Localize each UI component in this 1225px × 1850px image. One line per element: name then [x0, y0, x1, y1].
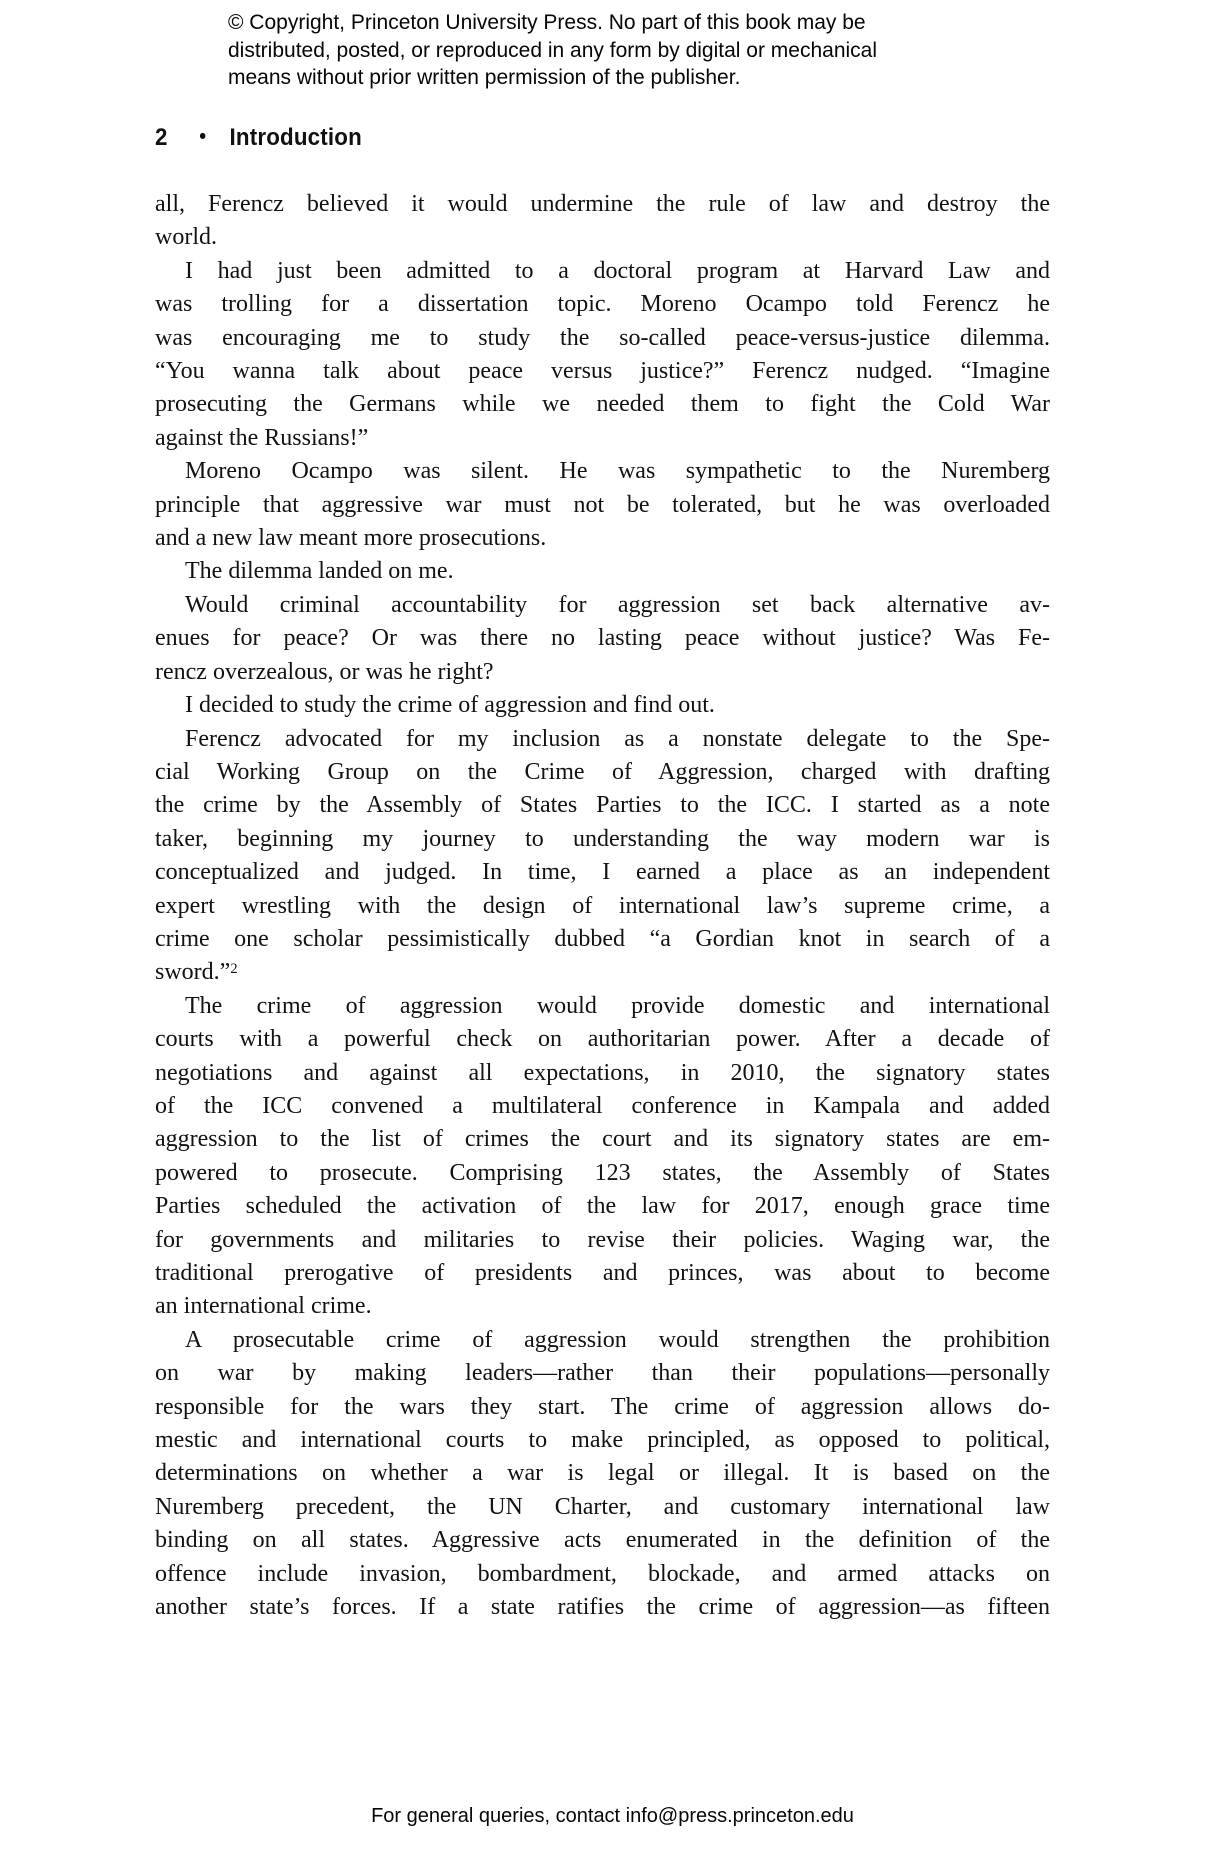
paragraph-line: on war by making leaders—rather than their populations—personally — [155, 1360, 1050, 1387]
paragraph-line: A prosecutable crime of aggression would strengthen the prohibition — [185, 1326, 1050, 1353]
paragraph-line: I decided to study the crime of aggression and find out. — [185, 692, 715, 719]
chapter-title: Introduction — [229, 124, 362, 151]
paragraph-line: determinations on whether a war is legal or illegal. It is based on the — [155, 1460, 1050, 1487]
paragraph-line: courts with a powerful check on authoritarian power. After a decade of — [155, 1026, 1050, 1053]
paragraph-line: Ferencz advocated for my inclusion as a nonstate delegate to the Spe- — [185, 725, 1050, 752]
paragraph-line: traditional prerogative of presidents and princes, was about to become — [155, 1260, 1050, 1286]
page-footer — [0, 1804, 1225, 1828]
running-head — [155, 124, 362, 152]
paragraph-line: Would criminal accountability for aggression set back alternative av- — [185, 591, 1050, 618]
paragraph-line: I had just been admitted to a doctoral program at Harvard Law and — [185, 257, 1050, 284]
paragraph-line: was trolling for a dissertation topic. Moreno Ocampo told Ferencz he — [155, 291, 1050, 318]
paragraph-line: offence include invasion, bombardment, blockade, and armed attacks on — [155, 1560, 1050, 1587]
footnote-reference: 2 — [230, 960, 238, 977]
paragraph-line: mestic and international courts to make principled, as opposed to political, — [155, 1427, 1050, 1454]
paragraph-line: Parties scheduled the activation of the law for 2017, enough grace time — [155, 1193, 1050, 1220]
paragraph-line: an international crime. — [155, 1293, 372, 1320]
copyright-notice — [228, 9, 877, 92]
bullet-separator-icon: • — [199, 125, 207, 148]
paragraph-line: aggression to the list of crimes the court and its signatory states are em- — [155, 1126, 1050, 1153]
paragraph-line: for governments and militaries to revise their policies. Waging war, the — [155, 1226, 1050, 1253]
paragraph-line: enues for peace? Or was there no lasting peace without justice? Was Fe- — [155, 625, 1050, 652]
paragraph-line: conceptualized and judged. In time, I earned a place as an independent — [155, 859, 1050, 886]
page-number: 2 — [155, 124, 168, 151]
paragraph-line: the crime by the Assembly of States Parties to the ICC. I started as a note — [155, 792, 1050, 819]
copyright-line-1: © Copyright, Princeton University Press. No part of this book may be — [228, 11, 866, 34]
copyright-line-3: means without prior written permission of the publisher. — [228, 66, 741, 89]
paragraph-line: responsible for the wars they start. The crime of aggression allows do- — [155, 1393, 1050, 1420]
paragraph-line: all, Ferencz believed it would undermine the rule of law and destroy the — [155, 191, 1050, 217]
paragraph-line: The dilemma landed on me. — [185, 558, 454, 585]
paragraph-line: principle that aggressive war must not be tolerated, but he was overloaded — [155, 491, 1050, 518]
paragraph-line: and a new law meant more prosecutions. — [155, 525, 547, 552]
paragraph-line: against the Russians!” — [155, 424, 369, 451]
paragraph-line: powered to prosecute. Comprising 123 states, the Assembly of States — [155, 1159, 1050, 1186]
paragraph-line: prosecuting the Germans while we needed them to fight the Cold War — [155, 391, 1050, 418]
paragraph-line: another state’s forces. If a state ratifies the crime of aggression—as fifteen — [155, 1594, 1050, 1621]
paragraph-line: crime one scholar pessimistically dubbed “a Gordian knot in search of a — [155, 925, 1050, 952]
paragraph-line: negotiations and against all expectations, in 2010, the signatory states — [155, 1059, 1050, 1086]
paragraph-line: world. — [155, 224, 217, 251]
paragraph-line: expert wrestling with the design of international law’s supreme crime, a — [155, 892, 1050, 919]
paragraph-line: was encouraging me to study the so-called peace-versus-justice dilemma. — [155, 324, 1050, 351]
footer-queries-text: For general queries, contact info@press.princeton.edu — [371, 1805, 854, 1827]
paragraph-line: binding on all states. Aggressive acts enumerated in the definition of the — [155, 1527, 1050, 1554]
paragraph-line: The crime of aggression would provide domestic and international — [185, 992, 1050, 1019]
paragraph-line: Moreno Ocampo was silent. He was sympathetic to the Nuremberg — [185, 458, 1050, 485]
body-text — [155, 188, 1050, 1624]
paragraph-line: Nuremberg precedent, the UN Charter, and customary international law — [155, 1493, 1050, 1520]
paragraph-line: “You wanna talk about peace versus justice?” Ferencz nudged. “Imagine — [155, 358, 1050, 385]
paragraph-line: taker, beginning my journey to understanding the way modern war is — [155, 825, 1050, 852]
paragraph-line: sword.”$^2$ — [155, 959, 238, 986]
copyright-line-2: distributed, posted, or reproduced in any form by digital or mechanical — [228, 38, 878, 62]
paragraph-line: cial Working Group on the Crime of Aggression, charged with drafting — [155, 758, 1050, 785]
paragraph-line: of the ICC convened a multilateral conference in Kampala and added — [155, 1092, 1050, 1119]
paragraph-line: rencz overzealous, or was he right? — [155, 658, 494, 685]
